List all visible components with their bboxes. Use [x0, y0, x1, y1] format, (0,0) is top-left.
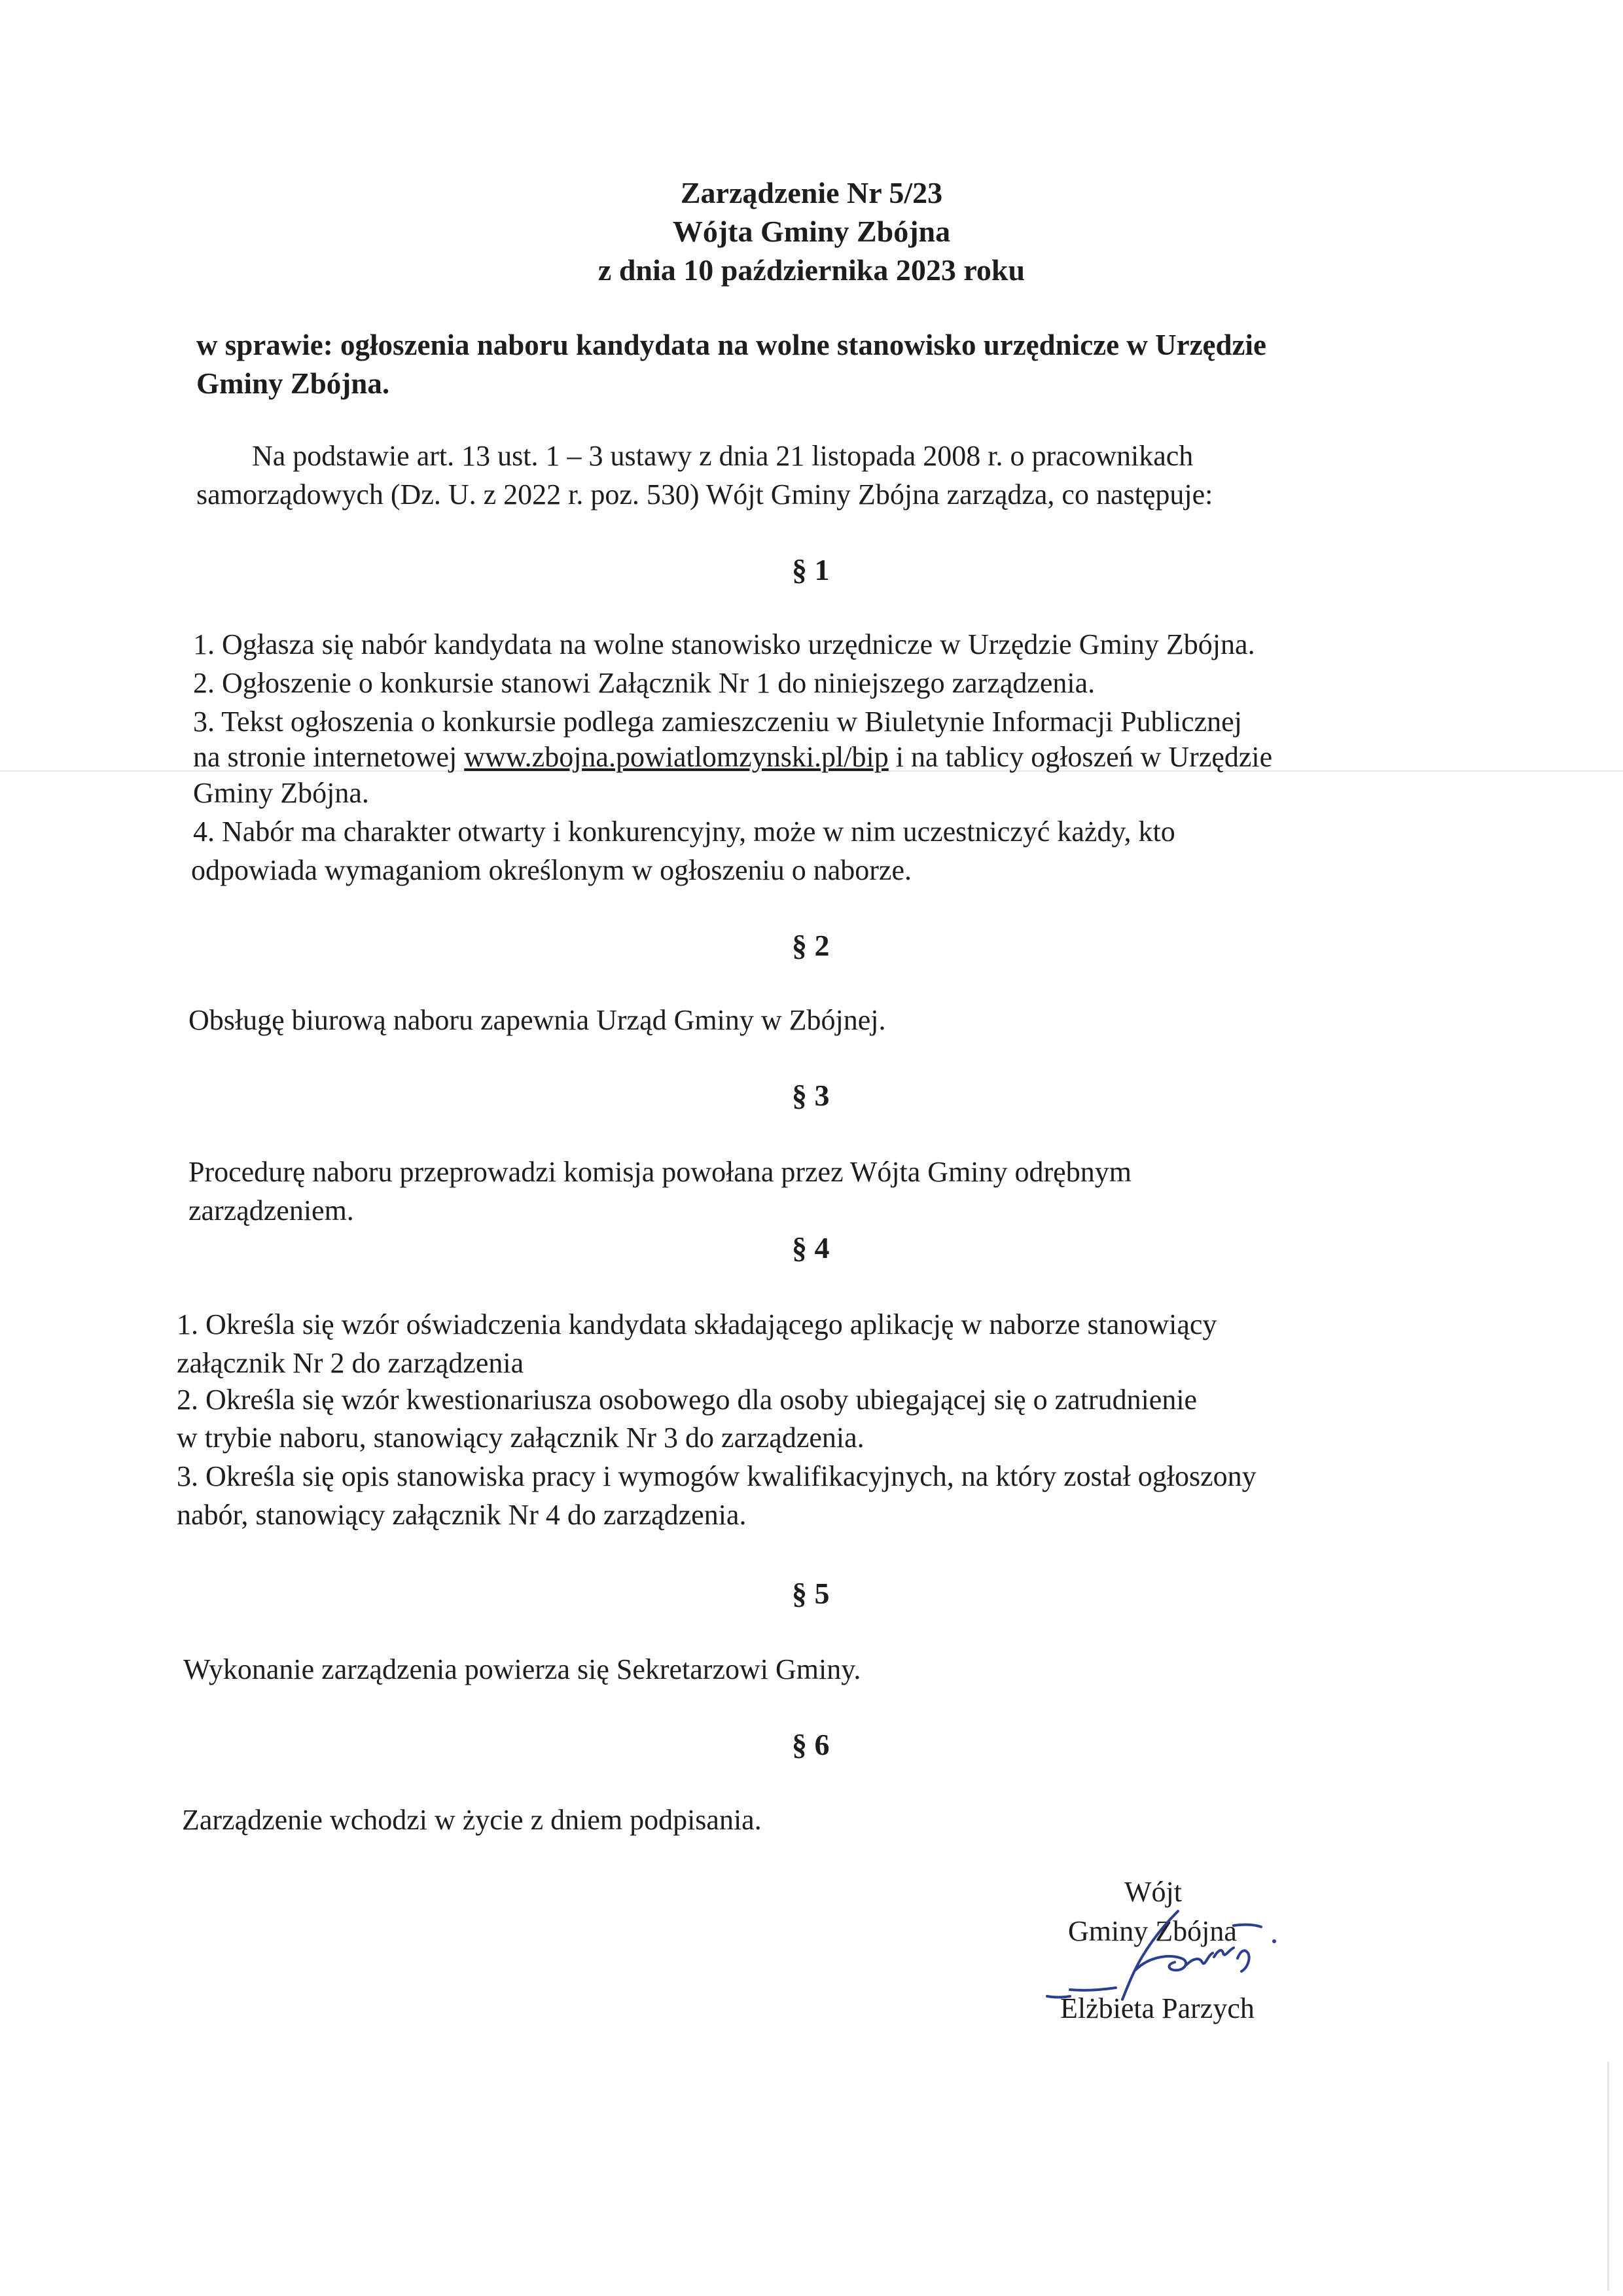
section-4-heading: § 4 [792, 1231, 830, 1265]
section-6-text: Zarządzenie wchodzi w życie z dniem podpisania. [182, 1804, 762, 1836]
preamble-line-2: samorządowych (Dz. U. z 2022 r. poz. 530) Wójt Gminy Zbójna zarządza, co następuje: [196, 478, 1213, 511]
section-1-point-3-text-pre: na stronie internetowej [193, 741, 465, 773]
section-1-point-3-line-3: Gminy Zbójna. [193, 777, 369, 809]
section-1-point-2: 2. Ogłoszenie o konkursie stanowi Załącznik Nr 1 do niniejszego zarządzenia. [193, 667, 1096, 699]
section-3-line-1: Procedurę naboru przeprowadzi komisja powołana przez Wójta Gminy odrębnym [188, 1156, 1132, 1188]
section-1-point-4-line-2: odpowiada wymaganiom określonym w ogłoszeniu o naborze. [191, 854, 912, 886]
section-1-point-1: 1. Ogłasza się nabór kandydata na wolne stanowisko urzędnicze w Urzędzie Gminy Zbójna. [193, 628, 1255, 660]
scan-artifact-edge [1607, 2062, 1609, 2291]
subject-line-1: w sprawie: ogłoszenia naboru kandydata na wolne stanowisko urzędnicze w Urzędzie [196, 329, 1267, 361]
section-4-point-3-line-1: 3. Określa się opis stanowiska pracy i wymogów kwalifikacyjnych, na który został ogłoszony [177, 1460, 1257, 1492]
section-6-heading: § 6 [792, 1728, 830, 1761]
section-3-line-2: zarządzeniem. [188, 1194, 354, 1227]
section-1-heading: § 1 [792, 553, 830, 586]
section-4-point-1-line-2: załącznik Nr 2 do zarządzenia [177, 1347, 524, 1379]
section-3-heading: § 3 [792, 1079, 830, 1112]
preamble-line-1: Na podstawie art. 13 ust. 1 – 3 ustawy z dnia 21 listopada 2008 r. o pracownikach [252, 440, 1194, 472]
stamp-title: Wójt [1124, 1876, 1182, 1908]
title-line-3: z dnia 10 października 2023 roku [597, 253, 1026, 287]
handwritten-signature [1018, 1885, 1293, 2036]
title-line-2: Wójta Gminy Zbójna [672, 215, 951, 248]
section-2-text: Obsługę biurową naboru zapewnia Urząd Gminy w Zbójnej. [188, 1004, 886, 1036]
section-4-point-2-line-1: 2. Określa się wzór kwestionariusza osobowego dla osoby ubiegającej się o zatrudnienie [177, 1384, 1198, 1416]
section-4-point-1-line-1: 1. Określa się wzór oświadczenia kandydata składającego aplikację w naborze stanowiący [177, 1308, 1217, 1340]
stamp-name: Elżbieta Parzych [1060, 1992, 1255, 2024]
section-1-point-3-line-1: 3. Tekst ogłoszenia o konkursie podlega zamieszczeniu w Biuletynie Informacji Publicznej [193, 706, 1242, 738]
section-4-point-2-line-2: w trybie naboru, stanowiący załącznik Nr 3 do zarządzenia. [177, 1422, 865, 1454]
section-2-heading: § 2 [792, 929, 830, 962]
section-1-point-3-text-post: i na tablicy ogłoszeń w Urzędzie [888, 741, 1273, 773]
section-4-point-3-line-2: nabór, stanowiący załącznik Nr 4 do zarządzenia. [177, 1499, 747, 1531]
section-1-point-3-line-2 [193, 738, 1272, 776]
stamp-office: Gminy Zbójna [1068, 1915, 1237, 1947]
bip-link[interactable]: www.zbojna.powiatlomzynski.pl/bip [464, 741, 889, 773]
section-1-point-4-line-1: 4. Nabór ma charakter otwarty i konkurencyjny, może w nim uczestniczyć każdy, kto [193, 816, 1175, 848]
title-line-1: Zarządzenie Nr 5/23 [680, 176, 943, 209]
section-5-text: Wykonanie zarządzenia powierza się Sekretarzowi Gminy. [183, 1653, 861, 1685]
section-5-heading: § 5 [792, 1577, 830, 1610]
subject-line-2: Gminy Zbójna. [196, 367, 390, 400]
